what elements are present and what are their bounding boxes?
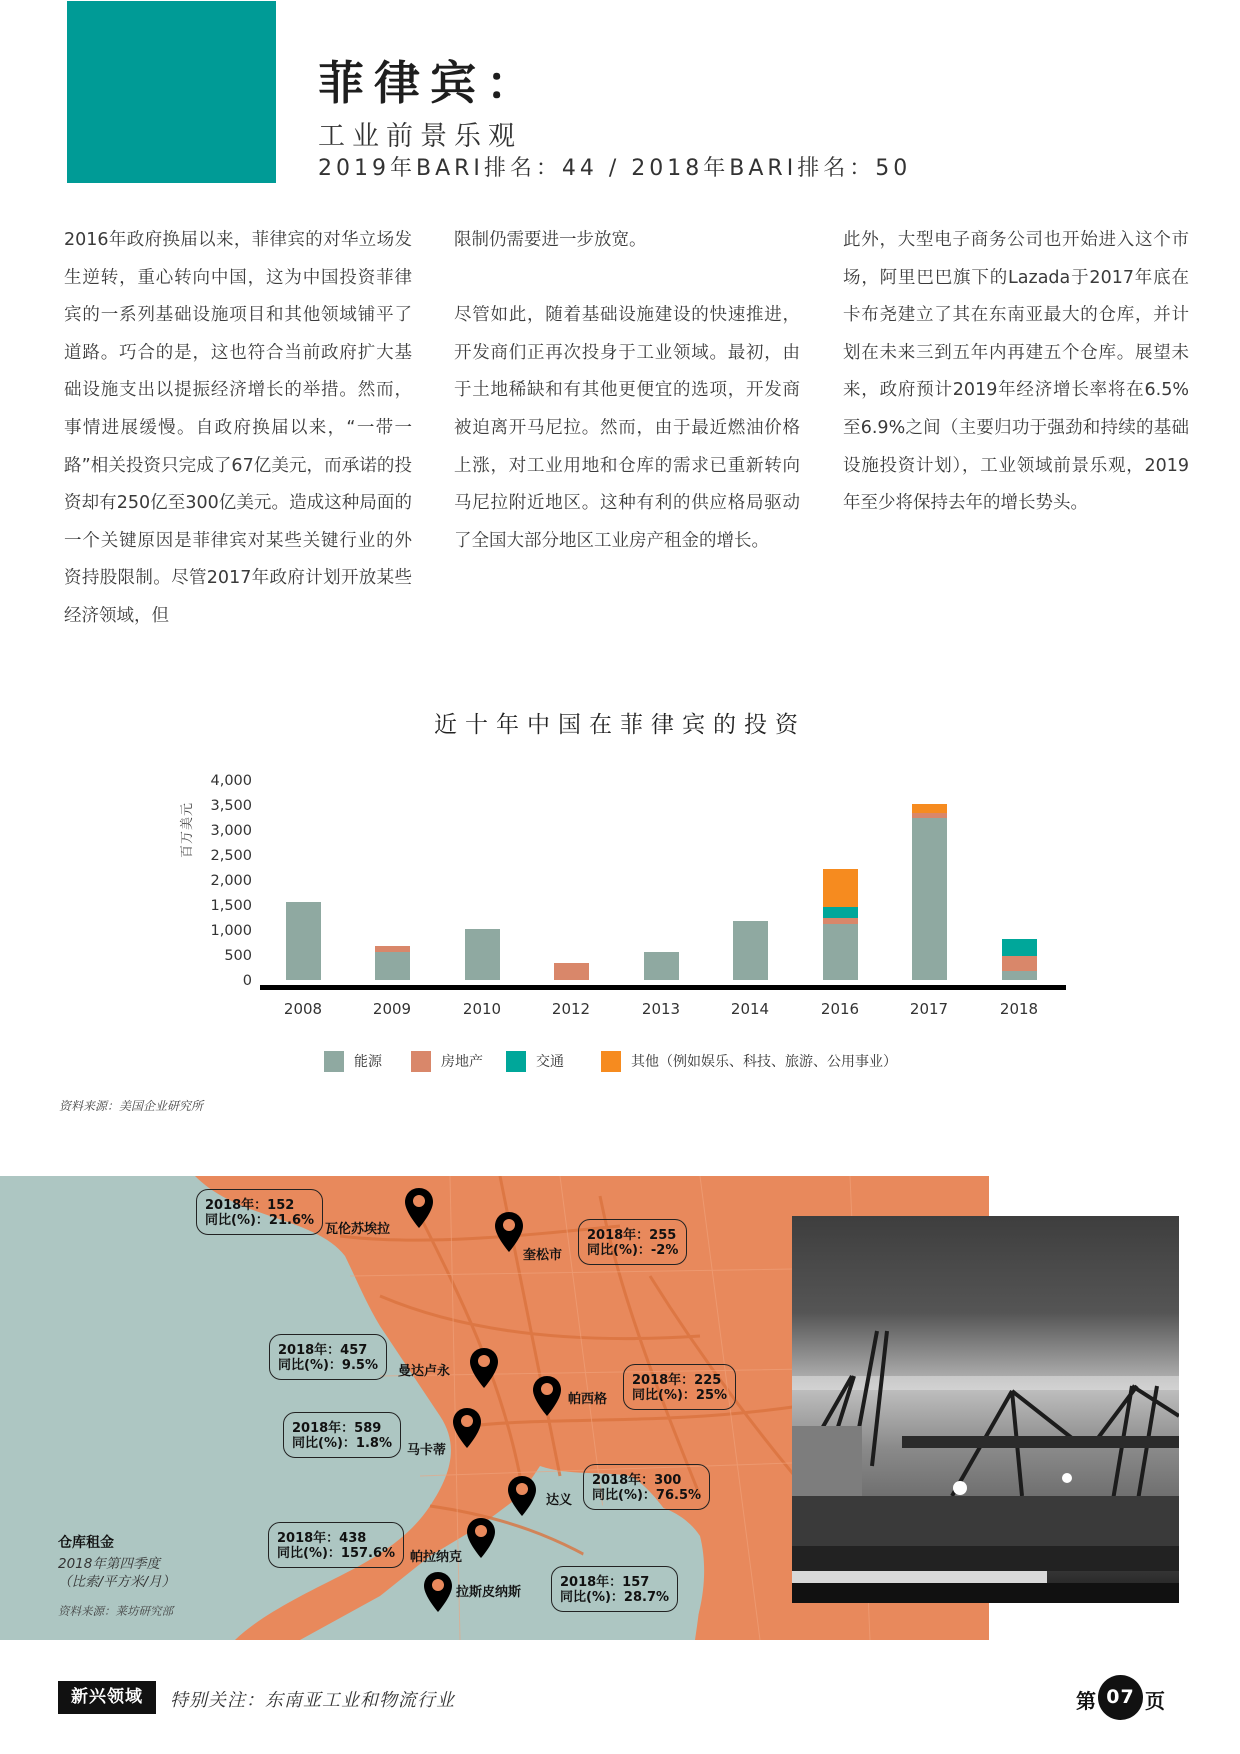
paragraph: 尽管如此，随着基础设施建设的快速推进，开发商们正再次投身于工业领域。最初，由于土地稀缺和有其他更便宜的选项，开发商被迫离开马尼拉。然而，由于最近燃油价格上涨，对工业用地和仓库的需求已重新转向马尼拉附近地区。这种有利的供应格局驱动了全国大部分地区工业房产租金的增长。 (454, 305, 800, 551)
place-label-makati: 马卡蒂 (407, 1443, 447, 1458)
x-tick-label: 2008 (283, 1000, 323, 1018)
rent-value: 2018年：300 (592, 1473, 682, 1488)
rent-yoy: 同比(%)：21.6% (205, 1213, 315, 1228)
rent-callout-las-pinas (551, 1566, 678, 1612)
y-tick-label: 1,000 (210, 923, 252, 939)
location-pin-icon (508, 1476, 536, 1516)
legend-label: 交通 (536, 1054, 564, 1070)
rent-yoy: 同比(%)：28.7% (560, 1590, 670, 1605)
rent-yoy: 同比(%)：25% (632, 1388, 728, 1403)
bar-segment (823, 918, 858, 925)
chart-title: 近十年中国在菲律宾的投资 (434, 712, 806, 738)
place-label-pasig: 帕西格 (568, 1392, 608, 1407)
paragraph: 2016年政府换届以来，菲律宾的对华立场发生逆转，重心转向中国，这为中国投资菲律宾的一系列基础设施项目和其他领域铺平了道路。巧合的是，这也符合当前政府扩大基础设施支出以提振经济增长的举措。然而，事情进展缓慢。自政府换届以来，“一带一路”相关投资只完成了67亿美元，而承诺的投资却有250亿至300亿美元。造成这种局面的一个关键原因是菲律宾对某些关键行业的外资持股限制。尽管2017年政府计划开放某些经济领域，但 (64, 230, 412, 626)
bar-segment (1002, 956, 1037, 971)
x-tick-label: 2016 (820, 1000, 860, 1018)
rent-callout-taguig (583, 1464, 710, 1510)
chart-source-note: 资料来源：美国企业研究所 (59, 1099, 204, 1113)
bar-segment (554, 963, 589, 981)
page-number: 07 (1098, 1675, 1143, 1720)
location-pin-icon (405, 1188, 433, 1228)
place-label-las-pinas: 拉斯皮纳斯 (456, 1585, 522, 1600)
rent-callout-mandaluyong (269, 1334, 387, 1380)
y-tick-label: 1,500 (210, 898, 252, 914)
location-pin-icon (467, 1518, 495, 1558)
x-tick-label: 2010 (462, 1000, 502, 1018)
rent-value: 2018年：225 (632, 1373, 722, 1388)
y-tick-label: 500 (224, 948, 252, 964)
bar-segment (912, 813, 947, 818)
bar-segment (1002, 939, 1037, 956)
rent-callout-valenzuela (196, 1189, 323, 1235)
rent-yoy: 同比(%)：76.5% (592, 1488, 702, 1503)
body-column-3 (843, 222, 1189, 560)
legend-swatch (324, 1051, 344, 1072)
bar-segment (823, 924, 858, 980)
x-tick-label: 2012 (551, 1000, 591, 1018)
place-label-mandaluyong: 曼达卢永 (398, 1364, 451, 1379)
location-pin-icon (495, 1212, 523, 1252)
paragraph: 限制仍需要进一步放宽。 (454, 230, 647, 250)
y-tick-label: 2,500 (210, 848, 252, 864)
port-photo-image (792, 1216, 1179, 1603)
rent-value: 2018年：152 (205, 1198, 295, 1213)
paragraph: 此外，大型电子商务公司也开始进入这个市场，阿里巴巴旗下的Lazada于2017年底在卡布尧建立了其在东南亚最大的仓库，并计划在未来三到五年内再建五个仓库。展望未来，政府预计2019年经济增长率将在6.5%至6.9%之间（主要归功于强劲和持续的基础设施投资计划），工业领域前景乐观，2019年至少将保持去年的增长势头。 (843, 230, 1189, 514)
port-cranes-photo (792, 1216, 1179, 1603)
page-subtitle: 工业前景乐观 (318, 121, 522, 152)
location-pin-icon (453, 1408, 481, 1448)
map-legend-unit: （比索/平方米/月） (58, 1574, 176, 1590)
bar-segment (644, 952, 679, 980)
chart-x-axis-line (260, 985, 1066, 990)
x-tick-label: 2018 (999, 1000, 1039, 1018)
accent-block (67, 1, 276, 183)
legend-item (506, 1050, 564, 1072)
y-tick-label: 0 (242, 973, 252, 989)
rent-callout-paranaque (268, 1522, 404, 1568)
map-legend-period: 2018年第四季度 (58, 1556, 160, 1572)
legend-swatch (506, 1051, 526, 1072)
legend-label: 其他（例如娱乐、科技、旅游、公用事业） (631, 1054, 897, 1070)
place-label-taguig: 达义 (546, 1493, 573, 1508)
place-label-quezon-city: 奎松市 (523, 1248, 563, 1263)
legend-item (324, 1050, 382, 1072)
x-tick-label: 2014 (730, 1000, 770, 1018)
footer-section-title: 特别关注：东南亚工业和物流行业 (170, 1690, 455, 1711)
body-column-1 (64, 222, 412, 673)
footer-section-tag: 新兴领域 (58, 1681, 156, 1714)
chart-y-axis-label: 百万美元 (180, 801, 195, 858)
page-title: 菲律宾： (318, 56, 542, 110)
x-tick-label: 2009 (372, 1000, 412, 1018)
page-label-prefix: 第 (1076, 1689, 1096, 1713)
map-source-note: 资料来源：莱坊研究部 (58, 1604, 173, 1618)
bar-segment (823, 907, 858, 918)
rent-value: 2018年：255 (587, 1228, 677, 1243)
bar-segment (733, 921, 768, 980)
bar-segment (375, 952, 410, 980)
y-tick-label: 3,000 (210, 823, 252, 839)
place-label-paranaque: 帕拉纳克 (410, 1550, 463, 1565)
bar-segment (465, 929, 500, 980)
bar-segment (912, 804, 947, 813)
bar-segment (375, 946, 410, 953)
y-tick-label: 4,000 (210, 773, 252, 789)
rent-callout-makati (283, 1412, 401, 1458)
bar-segment (286, 902, 321, 981)
x-tick-label: 2013 (641, 1000, 681, 1018)
rent-yoy: 同比(%)：-2% (587, 1243, 679, 1258)
legend-swatch (601, 1051, 621, 1072)
rent-value: 2018年：457 (278, 1343, 368, 1358)
rent-yoy: 同比(%)：157.6% (277, 1546, 396, 1561)
map-legend-title: 仓库租金 (58, 1535, 114, 1551)
y-tick-label: 3,500 (210, 798, 252, 814)
x-tick-label: 2017 (909, 1000, 949, 1018)
bar-segment (823, 869, 858, 907)
rent-value: 2018年：589 (292, 1421, 382, 1436)
legend-item (601, 1050, 897, 1072)
y-tick-label: 2,000 (210, 873, 252, 889)
rent-yoy: 同比(%)：1.8% (292, 1436, 392, 1451)
place-label-valenzuela: 瓦伦苏埃拉 (325, 1222, 391, 1237)
bar-segment (912, 818, 947, 980)
legend-label: 能源 (354, 1054, 382, 1070)
rent-callout-quezon-city (578, 1219, 687, 1265)
legend-swatch (411, 1051, 431, 1072)
location-pin-icon (424, 1572, 452, 1612)
bari-ranking: 2019年BARI排名：44 / 2018年BARI排名：50 (318, 156, 912, 181)
legend-item (411, 1050, 483, 1072)
rent-callout-pasig (623, 1364, 736, 1410)
rent-value: 2018年：438 (277, 1531, 367, 1546)
location-pin-icon (533, 1376, 561, 1416)
rent-value: 2018年：157 (560, 1575, 650, 1590)
legend-label: 房地产 (441, 1054, 483, 1070)
page-label-suffix: 页 (1145, 1689, 1165, 1713)
bar-segment (1002, 971, 1037, 981)
location-pin-icon (470, 1348, 498, 1388)
rent-yoy: 同比(%)：9.5% (278, 1358, 378, 1373)
body-column-2 (454, 222, 800, 598)
